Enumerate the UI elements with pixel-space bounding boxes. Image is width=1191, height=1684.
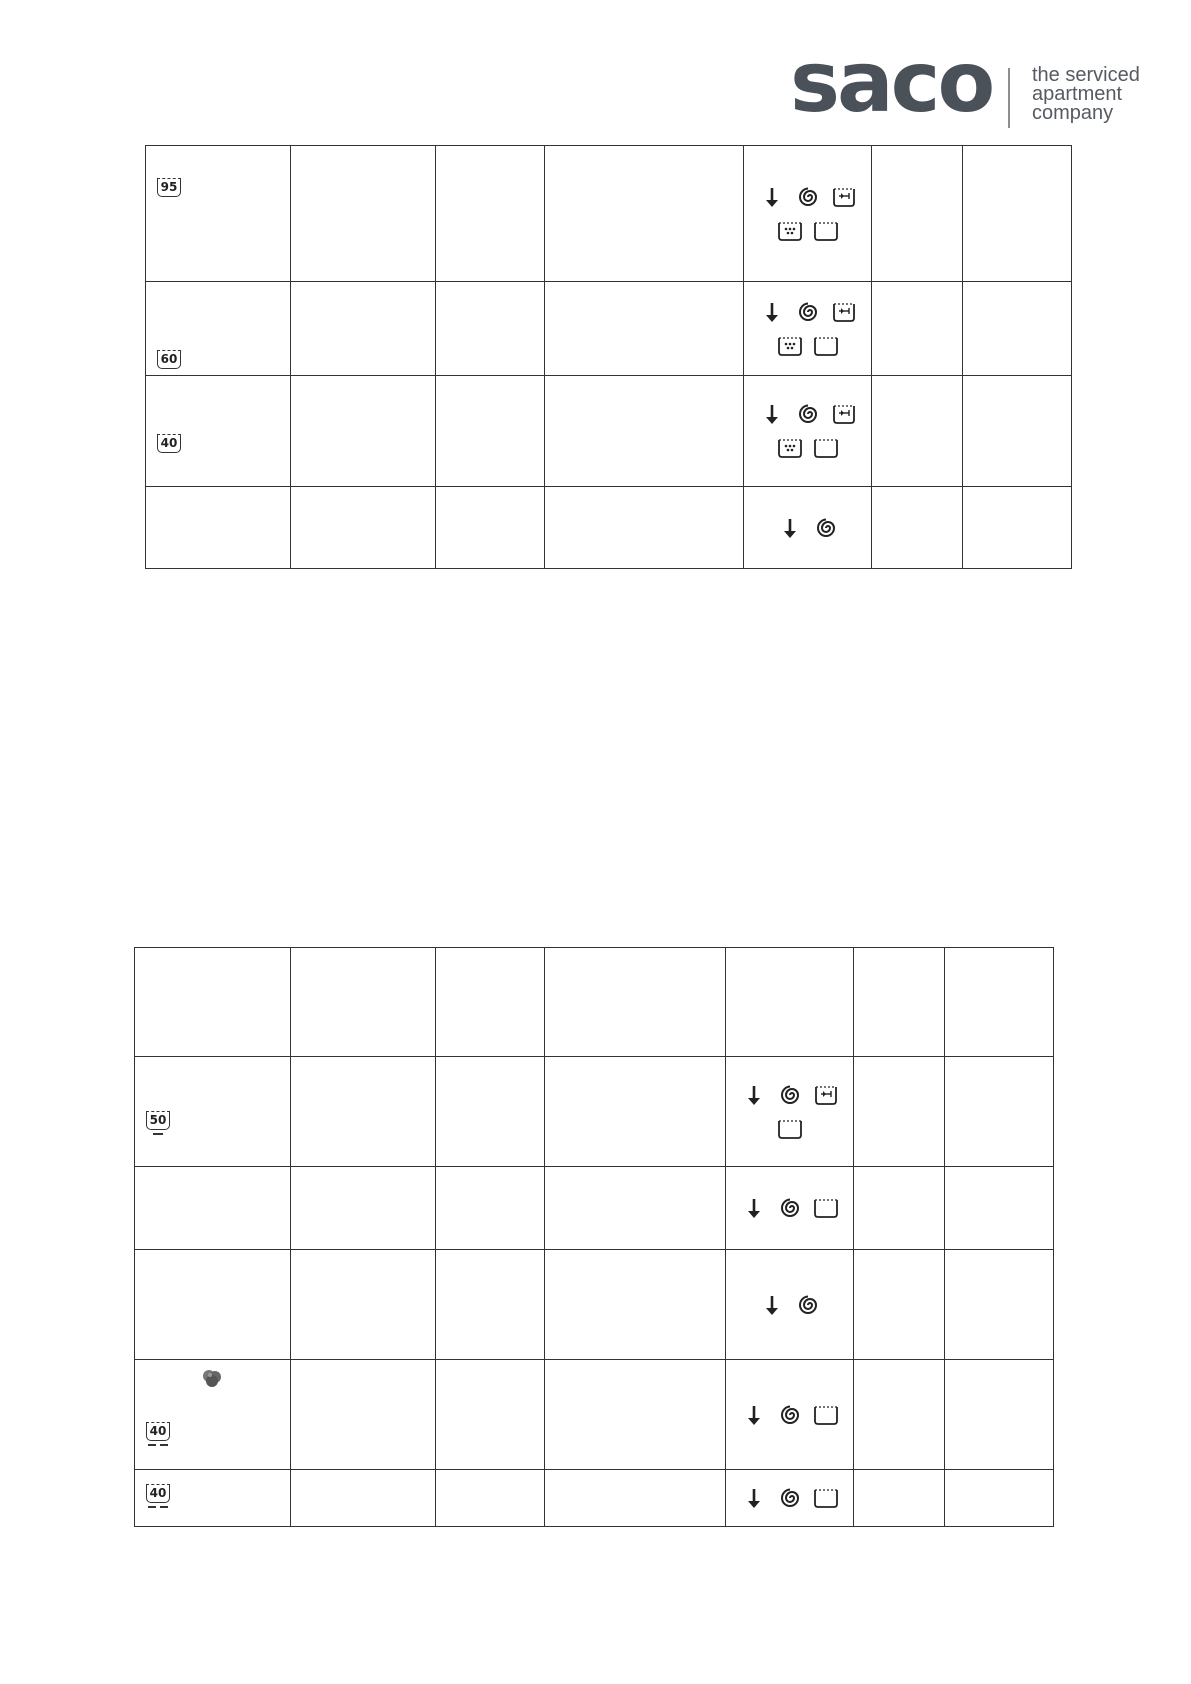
- care-table-a: [145, 145, 1072, 569]
- care-symbol-row: [740, 1403, 840, 1427]
- care-symbols-cell: [726, 1470, 854, 1527]
- table-cell: [436, 1360, 545, 1470]
- wash-temp-cell: [146, 146, 291, 282]
- company-logo: [790, 33, 1170, 132]
- care-symbols-cell: [744, 487, 872, 569]
- care-symbol-row: [758, 1293, 822, 1317]
- table-cell: [291, 146, 436, 282]
- table-cell: [291, 1360, 436, 1470]
- table-cell: [436, 1470, 545, 1527]
- care-symbols: [726, 1486, 853, 1510]
- tub-empty-icon: [812, 219, 840, 243]
- care-symbol-row: [758, 402, 858, 426]
- wash-temp-cell: [135, 1250, 291, 1360]
- table-cell: [963, 282, 1072, 376]
- table-cell: [945, 1057, 1054, 1167]
- tub-arrows-icon: [812, 1083, 840, 1107]
- care-symbols: [726, 1196, 853, 1220]
- table-cell: [854, 1470, 945, 1527]
- tub-empty-icon: [776, 1117, 804, 1141]
- table-cell: [854, 948, 945, 1057]
- table-cell: [545, 1250, 726, 1360]
- care-symbol-row: [740, 1486, 840, 1510]
- care-symbols-cell: [744, 146, 872, 282]
- table-cell: [854, 1057, 945, 1167]
- table-cell: [291, 1057, 436, 1167]
- table-cell: [436, 146, 545, 282]
- table-cell: [545, 146, 744, 282]
- wash-temp-cell: [135, 1470, 291, 1527]
- care-symbol-row: [776, 516, 840, 540]
- table-row: [146, 282, 1072, 376]
- care-symbol-row: [776, 219, 840, 243]
- tub-dots-icon: [776, 219, 804, 243]
- table-cell: [291, 948, 436, 1057]
- wash-temp-icon: 40: [146, 1484, 170, 1503]
- table-cell: [854, 1167, 945, 1250]
- tub-arrows-icon: [830, 300, 858, 324]
- down-arrow-icon: [740, 1196, 768, 1220]
- table-cell: [545, 1057, 726, 1167]
- down-arrow-icon: [758, 185, 786, 209]
- table-cell: [945, 1470, 1054, 1527]
- care-symbol-row: [776, 436, 840, 460]
- table-cell: [872, 282, 963, 376]
- logo-tagline-line-1: the serviced: [1032, 64, 1140, 86]
- care-symbols: [726, 1403, 853, 1427]
- care-symbols: [726, 1083, 853, 1141]
- table-cell: [872, 146, 963, 282]
- spiral-icon: [794, 185, 822, 209]
- wash-temp-cell: [135, 1167, 291, 1250]
- table-cell: [436, 487, 545, 569]
- spiral-icon: [794, 300, 822, 324]
- tub-empty-icon: [812, 1196, 840, 1220]
- wash-temp-icon: 50: [146, 1111, 170, 1130]
- table-cell: [854, 1360, 945, 1470]
- tub-empty-icon: [812, 436, 840, 460]
- logo-tagline: [1032, 66, 1140, 123]
- spiral-icon: [776, 1083, 804, 1107]
- wash-temp-cell: [146, 487, 291, 569]
- table-row: [146, 146, 1072, 282]
- tub-empty-icon: [812, 1403, 840, 1427]
- care-symbols: [744, 516, 871, 540]
- table-cell: [436, 948, 545, 1057]
- table-row: [135, 1470, 1054, 1527]
- down-arrow-icon: [758, 1293, 786, 1317]
- care-symbol-row: [740, 1196, 840, 1220]
- table-row: [135, 948, 1054, 1057]
- table-cell: [291, 1470, 436, 1527]
- down-arrow-icon: [776, 516, 804, 540]
- table-cell: [436, 1250, 545, 1360]
- table-row: [135, 1360, 1054, 1470]
- spiral-icon: [812, 516, 840, 540]
- care-symbols: [744, 300, 871, 358]
- care-symbol-row: [776, 1117, 804, 1141]
- table-row: [146, 376, 1072, 487]
- spiral-icon: [794, 1293, 822, 1317]
- table-cell: [545, 1360, 726, 1470]
- wash-temp-cell: [146, 376, 291, 487]
- care-symbol-row: [740, 1083, 840, 1107]
- care-symbol-row: [758, 185, 858, 209]
- down-arrow-icon: [740, 1486, 768, 1510]
- spiral-icon: [776, 1403, 804, 1427]
- spiral-icon: [776, 1196, 804, 1220]
- table-cell: [963, 376, 1072, 487]
- table-row: [135, 1250, 1054, 1360]
- care-symbol-row: [758, 300, 858, 324]
- logo-wordmark: saco: [790, 33, 993, 131]
- table-cell: [291, 282, 436, 376]
- care-table-b: [134, 947, 1054, 1527]
- table-cell: [872, 487, 963, 569]
- table-cell: [436, 1167, 545, 1250]
- table-row: [135, 1057, 1054, 1167]
- table-cell: [872, 376, 963, 487]
- table-cell: [291, 487, 436, 569]
- wash-temp-cell: [135, 1360, 291, 1470]
- table-cell: [963, 487, 1072, 569]
- tub-arrows-icon: [830, 402, 858, 426]
- table-cell: [945, 1167, 1054, 1250]
- care-symbols: [744, 402, 871, 460]
- logo-tagline-line-2: apartment: [1032, 83, 1123, 105]
- table-cell: [945, 948, 1054, 1057]
- table-cell: [436, 282, 545, 376]
- table-cell: [545, 487, 744, 569]
- care-symbols-cell: [726, 1057, 854, 1167]
- down-arrow-icon: [740, 1083, 768, 1107]
- wash-temp-icon: 95: [157, 178, 181, 197]
- table-cell: [545, 282, 744, 376]
- spiral-icon: [776, 1486, 804, 1510]
- tub-empty-icon: [812, 1486, 840, 1510]
- care-symbols-cell: [726, 1250, 854, 1360]
- wash-temp-icon: 60: [157, 350, 181, 369]
- down-arrow-icon: [758, 300, 786, 324]
- care-symbols-cell: [744, 282, 872, 376]
- tub-empty-icon: [812, 334, 840, 358]
- table-cell: [545, 948, 726, 1057]
- table-cell: [945, 1250, 1054, 1360]
- table-cell: [945, 1360, 1054, 1470]
- table-cell: [545, 1470, 726, 1527]
- care-symbols-cell: [726, 1360, 854, 1470]
- tub-dots-icon: [776, 334, 804, 358]
- tub-arrows-icon: [830, 185, 858, 209]
- table-cell: [854, 1250, 945, 1360]
- table-cell: [291, 376, 436, 487]
- table-cell: [545, 1167, 726, 1250]
- wash-temp-icon: 40: [157, 434, 181, 453]
- table-cell: [291, 1250, 436, 1360]
- logo-divider: [1008, 68, 1010, 128]
- table-cell: [436, 376, 545, 487]
- wash-temp-cell: [146, 282, 291, 376]
- care-symbols-cell: [726, 1167, 854, 1250]
- down-arrow-icon: [740, 1403, 768, 1427]
- spiral-icon: [794, 402, 822, 426]
- logo-tagline-line-3: company: [1032, 102, 1114, 124]
- care-symbols: [744, 185, 871, 243]
- wash-temp-icon: 40: [146, 1422, 170, 1441]
- care-symbols-cell: [744, 376, 872, 487]
- down-arrow-icon: [758, 402, 786, 426]
- care-symbols: [726, 1293, 853, 1317]
- care-symbol-row: [776, 334, 840, 358]
- table-cell: [963, 146, 1072, 282]
- wash-temp-cell: [135, 1057, 291, 1167]
- table-row: [135, 1167, 1054, 1250]
- table-cell: [545, 376, 744, 487]
- tub-dots-icon: [776, 436, 804, 460]
- wash-temp-cell: [135, 948, 291, 1057]
- care-symbols-cell: [726, 948, 854, 1057]
- table-row: [146, 487, 1072, 569]
- wool-ball-icon: [201, 1368, 223, 1388]
- table-cell: [436, 1057, 545, 1167]
- table-cell: [291, 1167, 436, 1250]
